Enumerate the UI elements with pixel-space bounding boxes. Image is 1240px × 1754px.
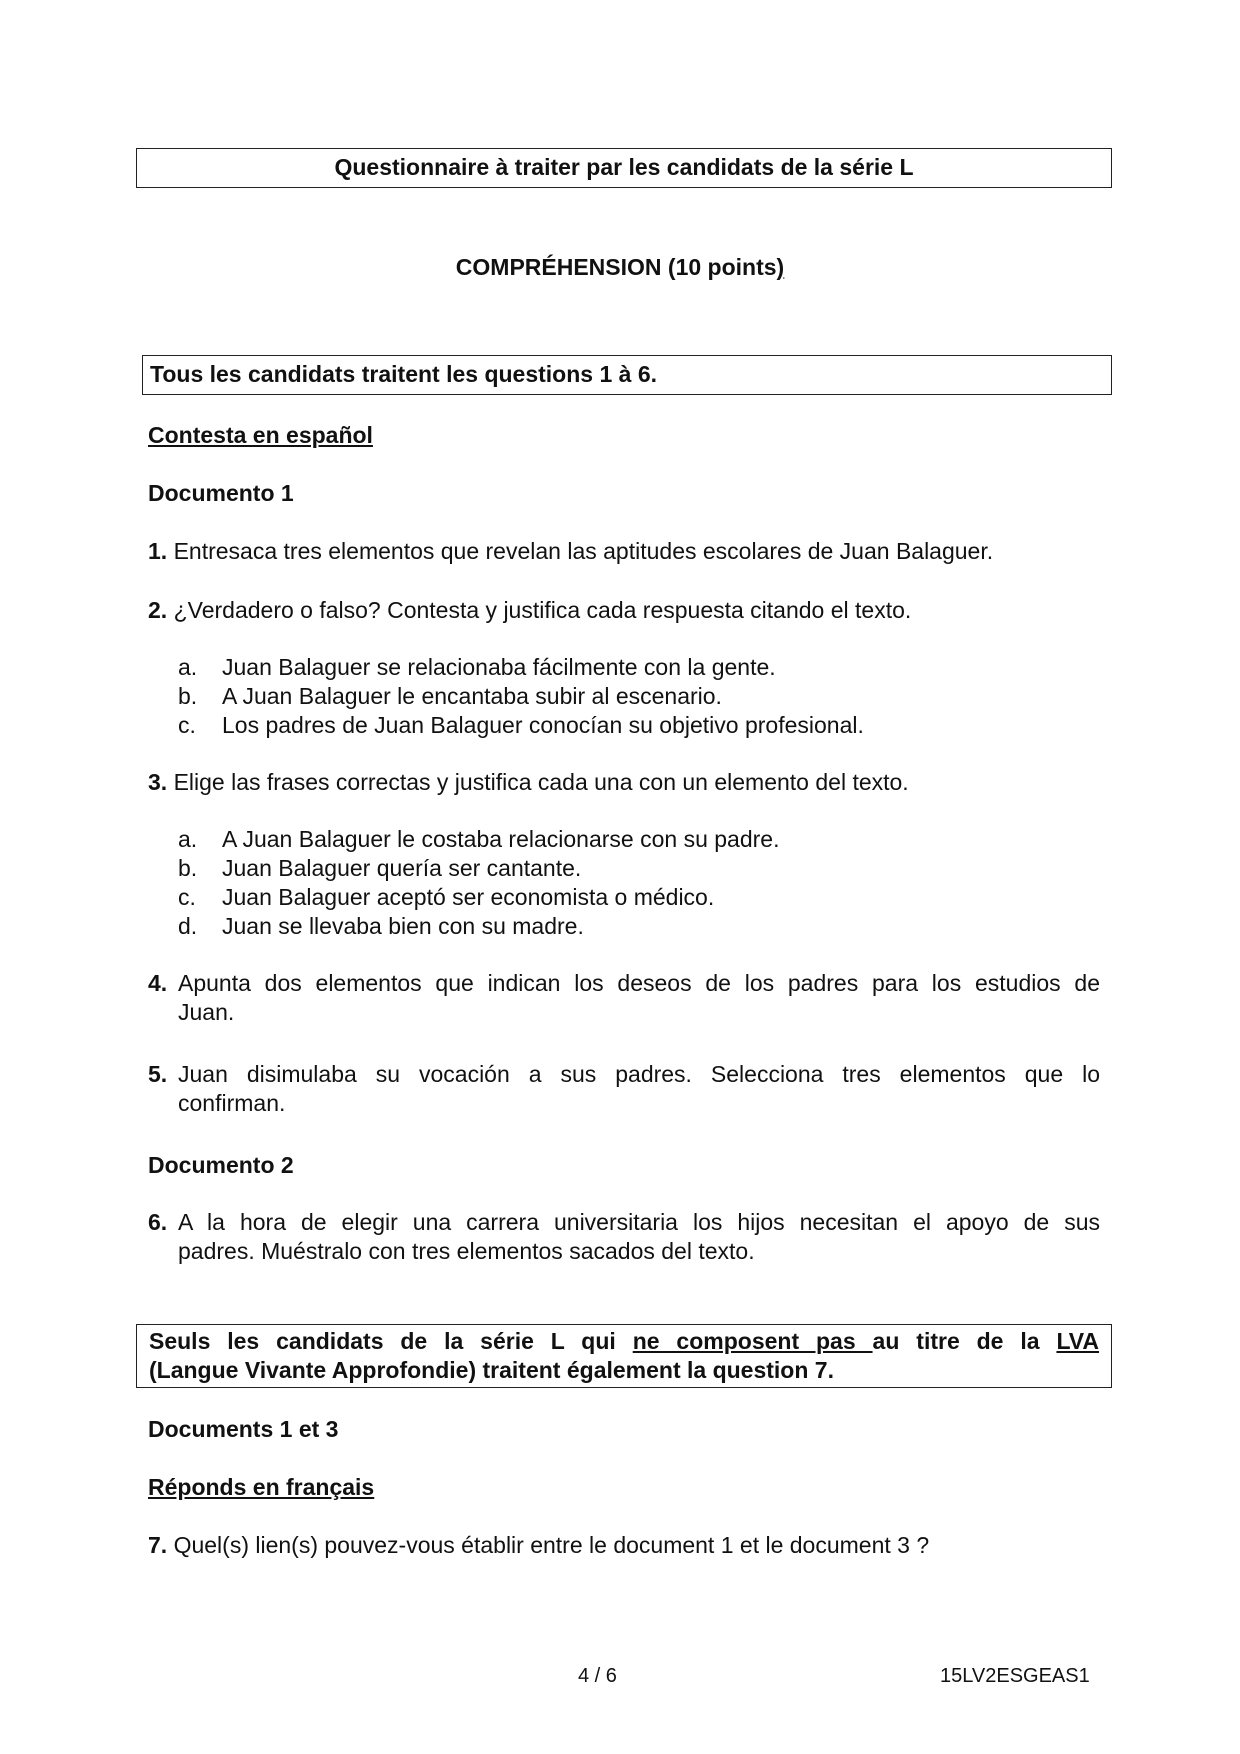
question-2 <box>148 596 1108 625</box>
question-6-number: 6. <box>148 1209 168 1235</box>
all-candidates-box: Tous les candidats traitent les questions 1 à 6. <box>142 355 1112 395</box>
question-2-item-b: b. A Juan Balaguer le encantaba subir al escenario. <box>178 683 722 709</box>
question-text: ¿Verdadero o falso? Contesta y justifica cada respuesta citando el texto. <box>173 597 912 623</box>
section-title <box>0 254 1240 281</box>
question-text: Entresaca tres elementos que revelan las aptitudes escolares de Juan Balaguer. <box>173 538 994 564</box>
document-code: 15LV2ESGEAS1 <box>940 1665 1090 1687</box>
question-text: Elige las frases correctas y justifica cada una con un elemento del texto. <box>173 769 909 795</box>
documents-1-3-heading: Documents 1 et 3 <box>148 1416 339 1442</box>
question-4-text: Apunta dos elementos que indican los deseos de los padres para los estudios de Juan. <box>178 970 1100 1025</box>
question-6-text: A la hora de elegir una carrera universitaria los hijos necesitan el apoyo de sus padres. Muéstralo con tres elementos sacados del texto. <box>178 1209 1100 1264</box>
header-box: Questionnaire à traiter par les candidats de la série L <box>136 148 1112 188</box>
question-2-item-a: a. Juan Balaguer se relacionaba fácilmente con la gente. <box>178 654 776 680</box>
question-number: 3. <box>148 769 168 795</box>
question-number: 2. <box>148 597 168 623</box>
question-number: 1. <box>148 538 168 564</box>
question-1 <box>148 537 1108 566</box>
section-title-paren: ) <box>776 254 785 280</box>
question-3-item-d: d. Juan se llevaba bien con su madre. <box>178 913 584 939</box>
question-5-number: 5. <box>148 1061 168 1087</box>
instruction-spanish: Contesta en español <box>148 422 373 448</box>
question-4-number: 4. <box>148 970 168 996</box>
lva-line-1: Seuls les candidats de la série L qui ne composent pas au titre de la LVA <box>149 1328 1100 1354</box>
documento-2-heading: Documento 2 <box>148 1152 294 1178</box>
lva-box <box>136 1324 1112 1388</box>
question-2-item-c: c. Los padres de Juan Balaguer conocían su objetivo profesional. <box>178 712 864 738</box>
question-number: 7. <box>148 1532 168 1558</box>
lva-line-2: (Langue Vivante Approfondie) traitent également la question 7. <box>149 1357 834 1383</box>
question-3 <box>148 768 1108 797</box>
section-title-text: COMPRÉHENSION (10 points <box>455 254 777 280</box>
question-3-item-c: c. Juan Balaguer aceptó ser economista o médico. <box>178 884 715 910</box>
page-number: 4 / 6 <box>578 1665 617 1687</box>
question-7 <box>148 1531 1108 1560</box>
question-3-item-b: b. Juan Balaguer quería ser cantante. <box>178 855 582 881</box>
instruction-french: Réponds en français <box>148 1474 375 1500</box>
question-5-text: Juan disimulaba su vocación a sus padres. Selecciona tres elementos que lo confirman. <box>178 1061 1100 1116</box>
question-3-item-a: a. A Juan Balaguer le costaba relacionarse con su padre. <box>178 826 780 852</box>
documento-1-heading: Documento 1 <box>148 480 294 506</box>
question-text: Quel(s) lien(s) pouvez-vous établir entre le document 1 et le document 3 ? <box>173 1532 930 1558</box>
